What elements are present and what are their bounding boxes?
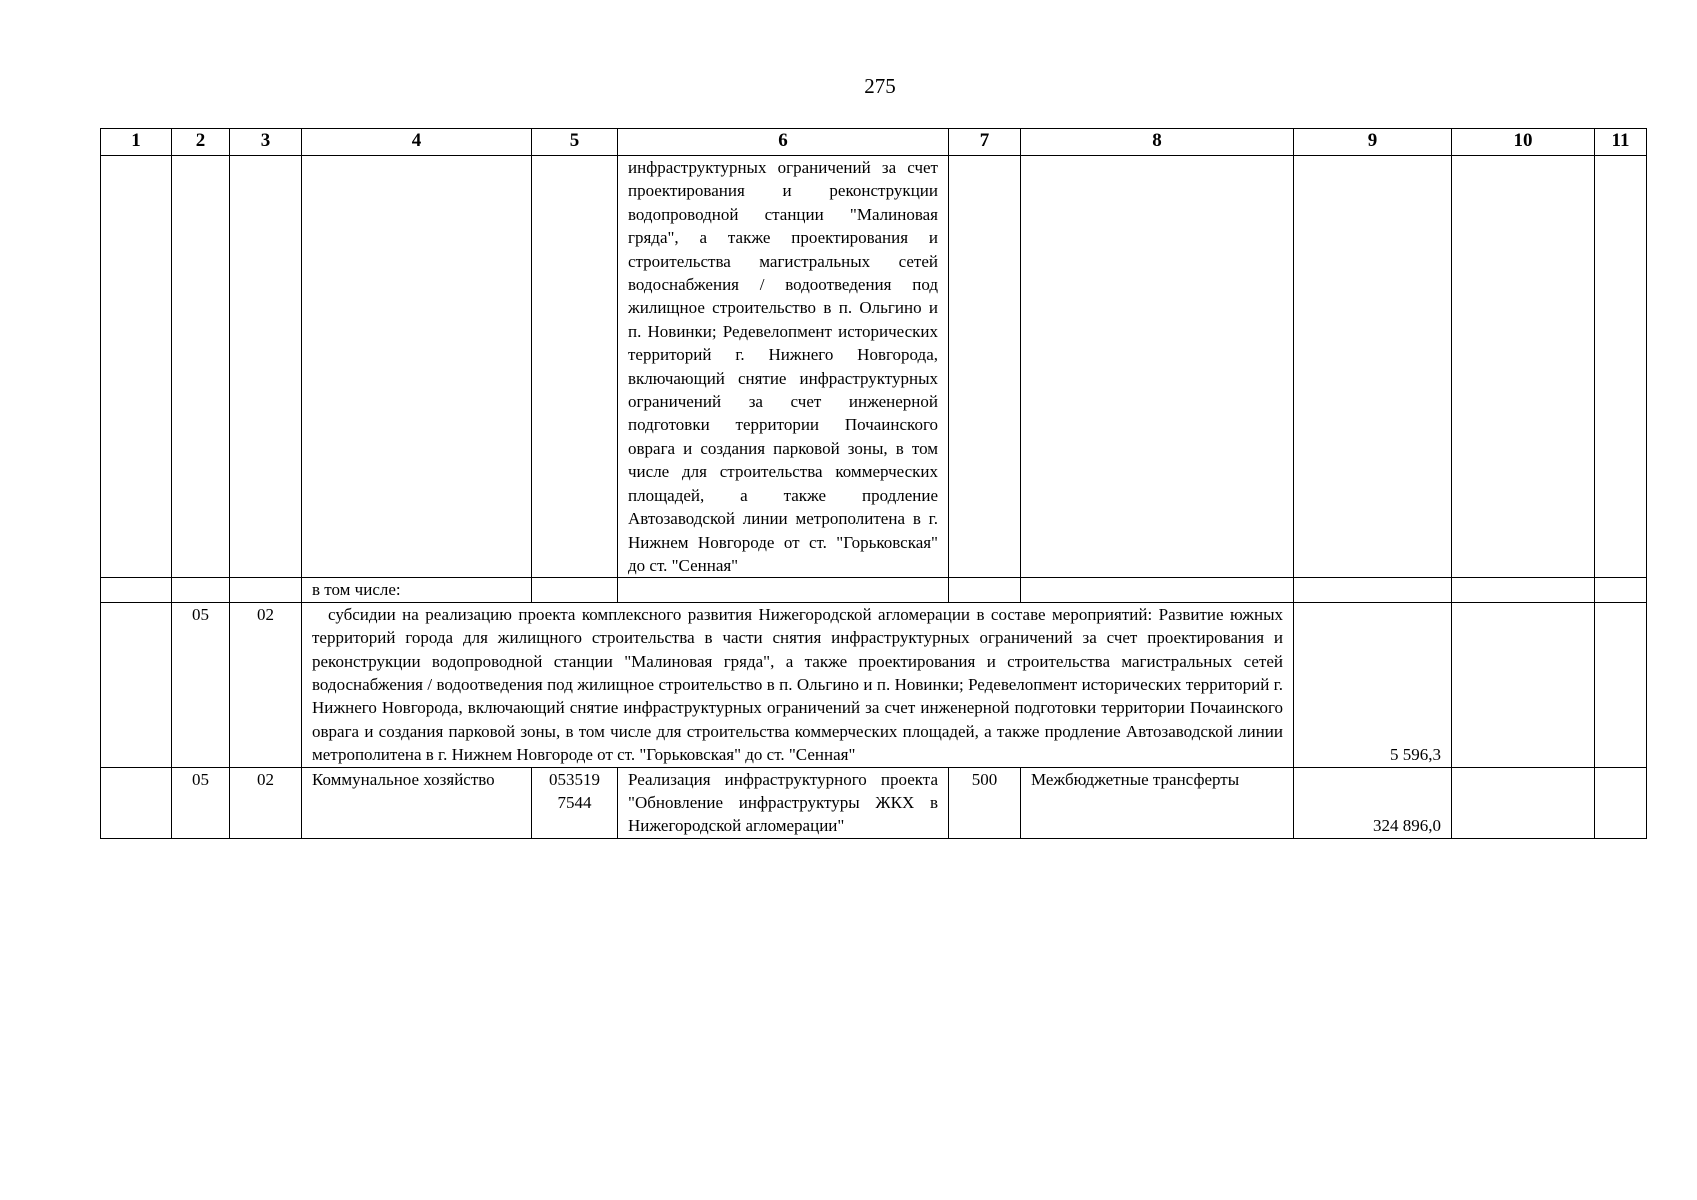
subsection-code: 02	[230, 767, 302, 838]
budget-table	[100, 128, 1647, 839]
col-header-8: 8	[1021, 129, 1294, 156]
expense-type-code: 500	[949, 767, 1021, 838]
subsidy-description: субсидии на реализацию проекта комплексного развития Нижегородской агломерации в составе мероприятий: Развитие южных территорий города для жилищного строительства в части снятия инфраструктурных ограничений за счет проектирования и реконструкции водопроводной станции "Малиновая гряда", а также проектирования и строительства магистральных сетей водоснабжения / водоотведения под жилищное строительство в п. Ольгино и п. Новинки; Редевелопмент исторических территорий г. Нижнего Новгорода, включающий снятие инфраструктурных ограничений за счет инженерной подготовки территории Почаинского оврага и создания парковой зоны, в том числе для строительства коммерческих площадей, а также продление Автозаводской линии метрополитена в г. Нижнем Новгороде от ст. "Горьковская" до ст. "Сенная"	[302, 602, 1294, 767]
cell	[618, 578, 949, 602]
header-row	[101, 129, 1647, 156]
cell	[230, 578, 302, 602]
description-cell: Реализация инфраструктурного проекта "Обновление инфраструктуры ЖКХ в Нижегородской агломерации"	[618, 767, 949, 838]
cell	[1452, 602, 1595, 767]
cell	[949, 156, 1021, 578]
cell	[532, 578, 618, 602]
cell	[101, 156, 172, 578]
col-header-6: 6	[618, 129, 949, 156]
col-header-2: 2	[172, 129, 230, 156]
cell	[1595, 767, 1647, 838]
cell	[172, 578, 230, 602]
cell	[1452, 156, 1595, 578]
table-row	[101, 767, 1647, 838]
cell	[1021, 156, 1294, 578]
col-header-1: 1	[101, 129, 172, 156]
section-code: 05	[172, 767, 230, 838]
col-header-11: 11	[1595, 129, 1647, 156]
cell	[1595, 602, 1647, 767]
amount-cell: 324 896,0	[1294, 767, 1452, 838]
cell	[1294, 578, 1452, 602]
amount-cell: 5 596,3	[1294, 602, 1452, 767]
col-header-4: 4	[302, 129, 532, 156]
cell	[949, 578, 1021, 602]
cell	[101, 602, 172, 767]
cell	[302, 156, 532, 578]
cell	[101, 578, 172, 602]
cell	[1021, 578, 1294, 602]
cell	[172, 156, 230, 578]
cell	[1452, 767, 1595, 838]
table-row	[101, 578, 1647, 602]
cell	[230, 156, 302, 578]
cell	[1294, 156, 1452, 578]
subsection-code: 02	[230, 602, 302, 767]
section-name: Коммунальное хозяйство	[302, 767, 532, 838]
including-label: в том числе:	[302, 578, 532, 602]
table-row	[101, 156, 1647, 578]
section-code: 05	[172, 602, 230, 767]
col-header-3: 3	[230, 129, 302, 156]
col-header-10: 10	[1452, 129, 1595, 156]
cell	[1595, 156, 1647, 578]
cell	[1452, 578, 1595, 602]
cell	[1595, 578, 1647, 602]
table-row	[101, 602, 1647, 767]
cell	[101, 767, 172, 838]
target-article-code: 053519 7544	[532, 767, 618, 838]
col-header-5: 5	[532, 129, 618, 156]
description-cell: инфраструктурных ограничений за счет проектирования и реконструкции водопроводной станции "Малиновая гряда", а также проектирования и строительства магистральных сетей водоснабжения / водоотведения под жилищное строительство в п. Ольгино и п. Новинки; Редевелопмент исторических территорий г. Нижнего Новгорода, включающий снятие инфраструктурных ограничений за счет инженерной подготовки территории Почаинского оврага и создания парковой зоны, в том числе для строительства коммерческих площадей, а также продление Автозаводской линии метрополитена в г. Нижнем Новгороде от ст. "Горьковская" до ст. "Сенная"	[618, 156, 949, 578]
expense-type-name: Межбюджетные трансферты	[1021, 767, 1294, 838]
page-number: 275	[864, 74, 896, 98]
col-header-9: 9	[1294, 129, 1452, 156]
col-header-7: 7	[949, 129, 1021, 156]
cell	[532, 156, 618, 578]
